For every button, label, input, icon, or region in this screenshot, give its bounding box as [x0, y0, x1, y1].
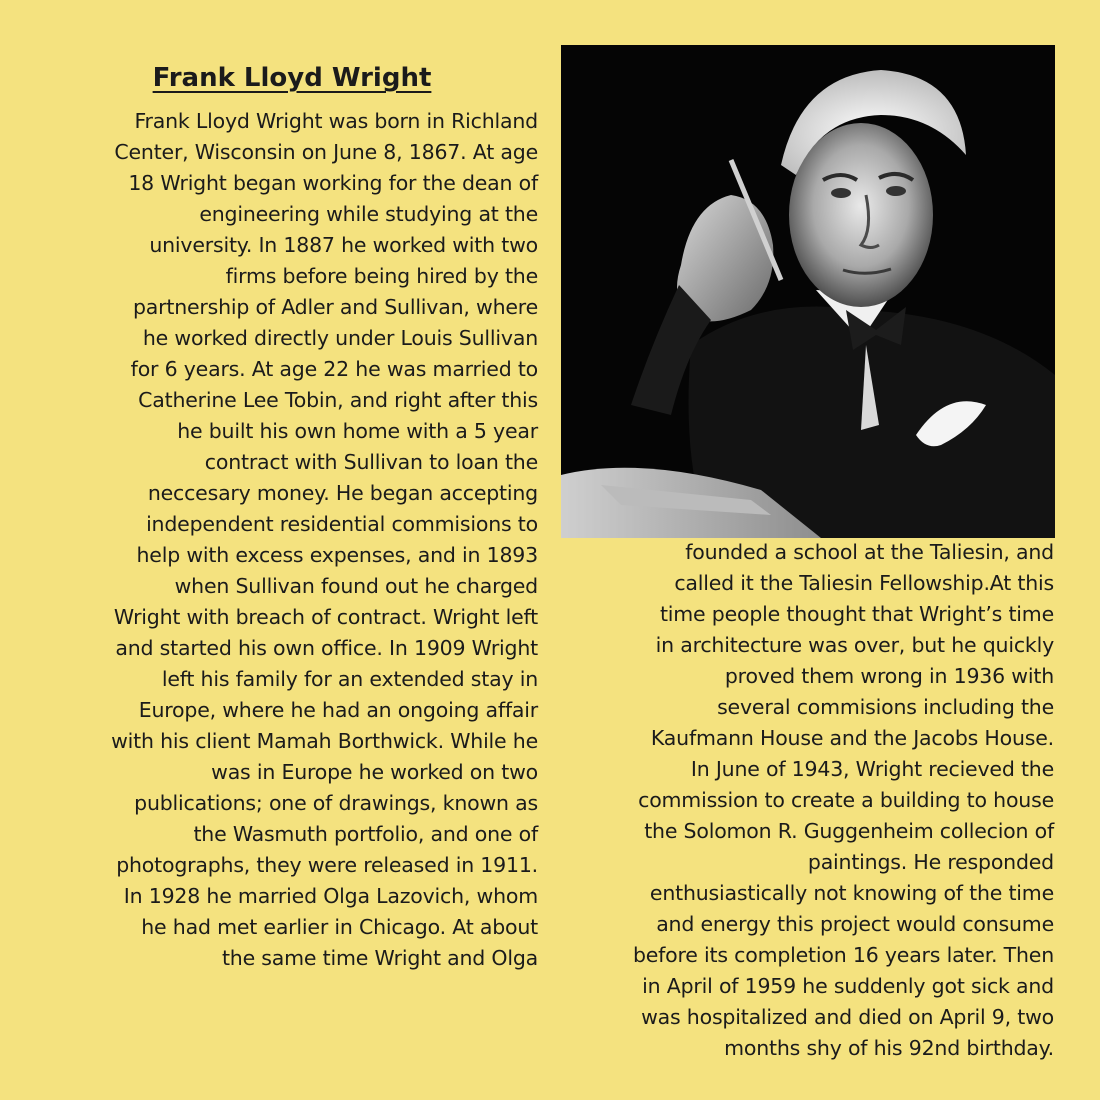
- biography-right-line: in April of 1959 he suddenly got sick and: [642, 974, 1054, 998]
- biography-right-line: time people thought that Wright’s time: [659, 602, 1054, 626]
- biography-left-line: partnership of Adler and Sullivan, where: [132, 295, 538, 319]
- biography-left-line: help with excess expenses, and in 1893: [136, 543, 538, 567]
- biography-right-line: enthusiastically not knowing of the time: [649, 881, 1054, 905]
- biography-right-line: several commisions including the: [717, 695, 1054, 719]
- portrait-photo-icon: [561, 45, 1055, 538]
- biography-right-line: the Solomon R. Guggenheim collecion of: [644, 819, 1054, 843]
- biography-left-line: 18 Wright began working for the dean of: [128, 171, 538, 195]
- biography-left-line: independent residential commisions to: [146, 512, 538, 536]
- biography-right-line: commission to create a building to house: [638, 788, 1054, 812]
- biography-left-line: contract with Sullivan to loan the: [204, 450, 538, 474]
- biography-left-line: publications; one of drawings, known as: [134, 791, 538, 815]
- biography-right-line: proved them wrong in 1936 with: [724, 664, 1054, 688]
- biography-right-line: months shy of his 92nd birthday.: [724, 1036, 1054, 1060]
- biography-right-line: in architecture was over, but he quickly: [655, 633, 1054, 657]
- biography-left-line: and started his own office. In 1909 Wright: [115, 636, 538, 660]
- page-title: Frank Lloyd Wright: [152, 63, 432, 93]
- biography-right-line: founded a school at the Taliesin, and: [685, 540, 1054, 564]
- biography-left-line: neccesary money. He began accepting: [147, 481, 538, 505]
- biography-right-line: Kaufmann House and the Jacobs House.: [650, 726, 1054, 750]
- biography-left-line: he worked directly under Louis Sullivan: [142, 326, 538, 350]
- biography-right-column: [562, 537, 1054, 1064]
- biography-left-line: the Wasmuth portfolio, and one of: [193, 822, 538, 846]
- biography-right-line: In June of 1943, Wright recieved the: [690, 757, 1054, 781]
- biography-left-line: photographs, they were released in 1911.: [116, 853, 538, 877]
- biography-left-column: [38, 106, 538, 974]
- biography-left-line: Catherine Lee Tobin, and right after this: [138, 388, 538, 412]
- biography-left-line: with his client Mamah Borthwick. While he: [111, 729, 538, 753]
- biography-left-line: left his family for an extended stay in: [161, 667, 538, 691]
- biography-left-line: for 6 years. At age 22 he was married to: [130, 357, 538, 381]
- biography-left-line: Wright with breach of contract. Wright left: [113, 605, 538, 629]
- biography-left-line: engineering while studying at the: [199, 202, 538, 226]
- portrait-photo: [561, 45, 1055, 538]
- biography-right-line: before its completion 16 years later. Then: [632, 943, 1054, 967]
- biography-right-line: was hospitalized and died on April 9, two: [641, 1005, 1054, 1029]
- biography-left-line: Europe, where he had an ongoing affair: [138, 698, 538, 722]
- biography-left-line: university. In 1887 he worked with two: [149, 233, 538, 257]
- biography-right-line: paintings. He responded: [807, 850, 1054, 874]
- biography-left-line: was in Europe he worked on two: [211, 760, 538, 784]
- biography-left-line: Center, Wisconsin on June 8, 1867. At age: [114, 140, 538, 164]
- biography-left-line: he had met earlier in Chicago. At about: [141, 915, 538, 939]
- biography-left-line: In 1928 he married Olga Lazovich, whom: [123, 884, 538, 908]
- biography-left-line: Frank Lloyd Wright was born in Richland: [134, 109, 538, 133]
- biography-left-line: the same time Wright and Olga: [221, 946, 538, 970]
- biography-right-line: and energy this project would consume: [656, 912, 1054, 936]
- biography-left-line: he built his own home with a 5 year: [177, 419, 538, 443]
- biography-left-line: firms before being hired by the: [225, 264, 538, 288]
- biography-right-line: called it the Taliesin Fellowship.At this: [674, 571, 1054, 595]
- biography-left-line: when Sullivan found out he charged: [174, 574, 538, 598]
